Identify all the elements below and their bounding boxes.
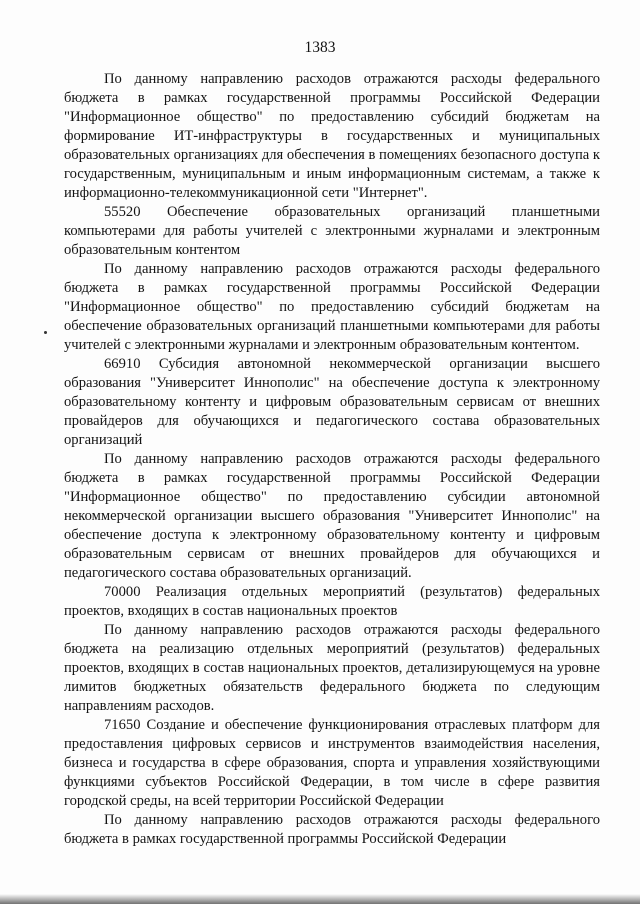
paragraph-4: По данному направлению расходов отражаются расходы федерального бюджета на реализацию отдельных мероприятий (результатов) федеральных проектов, входящих в состав национальных проектов, детализирующемуся на уровне лимитов бюджетных обязательств федерального бюджета по следующим направлениям расходов. (64, 622, 600, 714)
scan-speck (44, 331, 47, 334)
page-number: 1383 (304, 39, 336, 56)
document-body (64, 70, 600, 849)
paragraph-1: По данному направлению расходов отражаются расходы федерального бюджета в рамках государственной программы Российской Федерации "Информационное общество" по предоставлению субсидий бюджетам на формирование ИТ-инфраструктуры в государственных и муниципальных образовательных организациях для обеспечения в помещениях безопасного доступа к государственным, муниципальным и иным информационным системам, а также к информационно-телекоммуникационной сети "Интернет". (64, 71, 600, 201)
heading-66910: 66910 Субсидия автономной некоммерческой организации высшего образования "Университет Иннополис" на обеспечение доступа к электронному образовательному контенту и цифровым образовательным сервисам от внешних провайдеров для обучающихся и педагогического состава образовательных организаций (64, 356, 600, 448)
heading-55520: 55520 Обеспечение образовательных организаций планшетными компьютерами для работы учителей с электронными журналами и электронным образовательным контентом (64, 204, 600, 258)
paragraph-3: По данному направлению расходов отражаются расходы федерального бюджета в рамках государственной программы Российской Федерации "Информационное общество" по предоставлению субсидии автономной некоммерческой организации высшего образования "Университет Иннополис" на обеспечение доступа к электронному образовательному контенту и цифровым образовательным сервисам от внешних провайдеров для обучающихся и педагогического состава образовательных организаций. (64, 451, 600, 581)
scan-bottom-edge (0, 894, 640, 904)
paragraph-2: По данному направлению расходов отражаются расходы федерального бюджета в рамках государственной программы Российской Федерации "Информационное общество" по предоставлению субсидий бюджетам на обеспечение образовательных организаций планшетными компьютерами для работы учителей с электронными журналами и электронным образовательным контентом. (64, 261, 600, 353)
heading-70000: 70000 Реализация отдельных мероприятий (результатов) федеральных проектов, входящих в состав национальных проектов (64, 584, 600, 619)
paragraph-5: По данному направлению расходов отражаются расходы федерального бюджета в рамках государственной программы Российской Федерации (64, 812, 600, 847)
heading-71650: 71650 Создание и обеспечение функционирования отраслевых платформ для предоставления цифровых сервисов и инструментов взаимодействия населения, бизнеса и государства в сфере образования, спорта и управления хозяйствующими функциями субъектов Российской Федерации, в том числе в сфере развития городской среды, на всей территории Российской Федерации (64, 717, 600, 809)
